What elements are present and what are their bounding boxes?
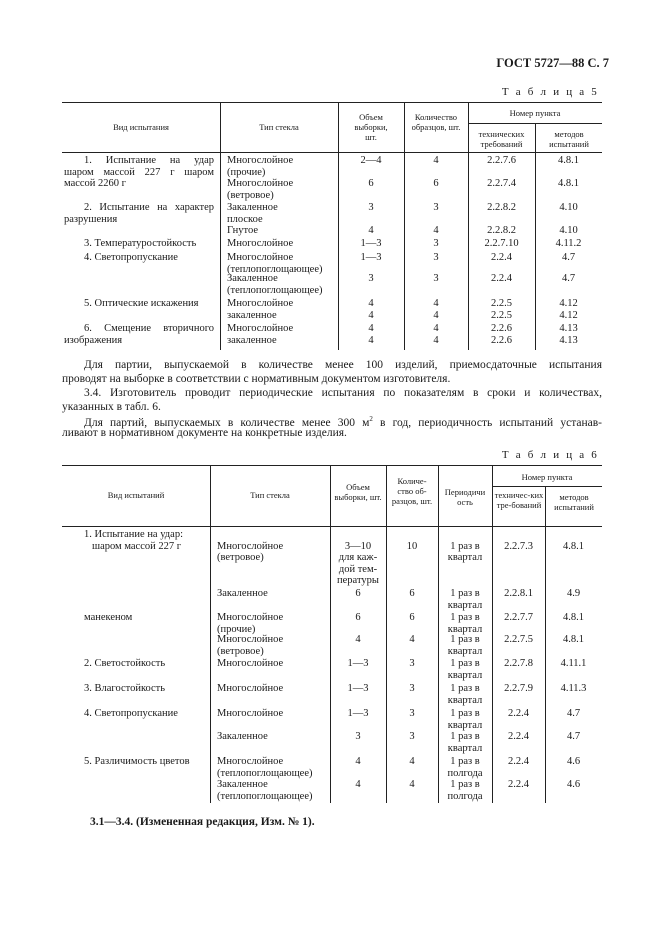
t5-r3-glass-b: плоское bbox=[227, 213, 263, 225]
t6-r8-period-a: 1 раз в bbox=[450, 731, 480, 742]
t5-r10-test-a: 6. Смещение вторичного bbox=[84, 323, 214, 334]
t5-r3-tech: 2.2.8.2 bbox=[487, 202, 516, 213]
t6-r6-sample: 1—3 bbox=[347, 683, 369, 694]
t6-r4-qty: 4 bbox=[409, 634, 415, 645]
t6-r2-period-b: квартал bbox=[447, 599, 483, 611]
t6-r7-sample: 1—3 bbox=[347, 708, 369, 719]
t6-r7-period-a: 1 раз в bbox=[450, 708, 480, 719]
t6-r1-period-b: квартал bbox=[447, 552, 483, 564]
t5-header-qty: Количество образцов, шт. bbox=[411, 112, 461, 132]
t6-r2-methods: 4.9 bbox=[566, 588, 581, 599]
t6-header-period: Периодичи ость bbox=[444, 487, 486, 507]
t5-header-methods: методов испытаний bbox=[549, 129, 589, 149]
t5-r8-sample: 4 bbox=[368, 298, 374, 309]
t5-r7-tech: 2.2.4 bbox=[491, 273, 512, 285]
table6-caption: Т а б л и ц а 6 bbox=[501, 449, 599, 461]
t6-r6-test-a: 3. Влагостойкость bbox=[84, 683, 166, 694]
t5-r5-qty: 3 bbox=[433, 238, 439, 249]
t5-r3-methods: 4.10 bbox=[559, 202, 578, 213]
t6-r6-methods: 4.11.3 bbox=[560, 683, 587, 694]
t6-r7-tech: 2.2.4 bbox=[508, 708, 529, 719]
t6-r5-period-a: 1 раз в bbox=[450, 658, 480, 669]
t5-header-clause: Номер пункта bbox=[509, 108, 561, 118]
t6-r3-period-b: квартал bbox=[447, 623, 483, 635]
t6-r10-qty: 4 bbox=[409, 779, 415, 791]
t5-r1-glass-b: (прочие) bbox=[227, 166, 266, 178]
t6-r4-period-b: квартал bbox=[447, 645, 483, 657]
p1-line1: Для партии, выпускаемой в количестве менее 100 изделий, приемосдаточные испытания bbox=[84, 359, 602, 371]
t6-r2-sample: 6 bbox=[355, 588, 361, 599]
p1-line2: проводят на выборке в соответствии с нормативным документом изготовителя. bbox=[62, 373, 451, 385]
t5-r10-tech: 2.2.6 bbox=[491, 323, 512, 334]
t5-r8-tech: 2.2.5 bbox=[491, 298, 512, 309]
t6-r1-tech: 2.2.7.3 bbox=[504, 540, 533, 552]
t6-r3-glass-a: Многослойное bbox=[217, 612, 284, 623]
t5-r11-qty: 4 bbox=[433, 334, 439, 346]
t5-r6-qty: 3 bbox=[433, 252, 439, 263]
t5-r11-sample: 4 bbox=[368, 334, 374, 346]
t6-r5-tech: 2.2.7.8 bbox=[504, 658, 533, 669]
t6-r3-sample: 6 bbox=[355, 612, 361, 623]
t6-r10-sample: 4 bbox=[355, 779, 361, 791]
t5-r1-qty: 4 bbox=[433, 155, 439, 166]
t6-r3-methods: 4.8.1 bbox=[563, 612, 584, 623]
t6-r6-period-b: квартал bbox=[447, 694, 483, 706]
t6-r4-tech: 2.2.7.5 bbox=[504, 634, 533, 645]
t6-r5-sample: 1—3 bbox=[347, 658, 369, 669]
p3-line1: Для партий, выпускаемых в количестве менее 300 $м^2$ в год, периодичность испытаний устанав- bbox=[84, 415, 602, 429]
t6-r4-glass-a: Многослойное bbox=[217, 634, 284, 645]
t5-r5-glass-a: Многослойное bbox=[227, 238, 294, 249]
t6-r5-qty: 3 bbox=[409, 658, 415, 669]
t6-r10-tech: 2.2.4 bbox=[508, 779, 529, 791]
t6-r6-period-a: 1 раз в bbox=[450, 683, 480, 694]
t5-r7-glass-a: Закаленное bbox=[227, 273, 278, 285]
t5-r11-methods: 4.13 bbox=[559, 334, 578, 346]
t6-header-sample: Объем выборки, шт. bbox=[334, 482, 382, 502]
t5-r10-qty: 4 bbox=[433, 323, 439, 334]
t6-r8-glass-a: Закаленное bbox=[217, 731, 268, 742]
t6-r9-period-b: полгода bbox=[447, 767, 483, 779]
t5-r6-glass-b: (теплопоглощающее) bbox=[227, 263, 323, 275]
t5-r9-qty: 4 bbox=[433, 309, 439, 321]
t6-r1-glass-a: Многослойное bbox=[217, 540, 284, 552]
t6-r4-sample: 4 bbox=[355, 634, 361, 645]
t6-r6-qty: 3 bbox=[409, 683, 415, 694]
t5-header-glass: Тип стекла bbox=[259, 122, 299, 132]
t5-r4-tech: 2.2.8.2 bbox=[487, 225, 516, 237]
t6-r3-test-a: манекеном bbox=[84, 612, 133, 623]
t6-r8-qty: 3 bbox=[409, 731, 415, 742]
t6-r1-qty: 10 bbox=[406, 540, 418, 552]
t6-r5-methods: 4.11.1 bbox=[560, 658, 587, 669]
t6-r4-glass-b: (ветровое) bbox=[217, 645, 264, 657]
t6-r5-test-a: 2. Светостойкость bbox=[84, 658, 166, 669]
t6-r1-test-a: 1. Испытание на удар: bbox=[84, 529, 183, 540]
t6-r8-methods: 4.7 bbox=[566, 731, 581, 742]
p2-line1: 3.4. Изготовитель проводит периодические испытания по показателям в сроки и количествах, bbox=[84, 387, 602, 399]
t6-r10-methods: 4.6 bbox=[566, 779, 581, 791]
t5-r7-qty: 3 bbox=[433, 273, 439, 285]
t6-r6-glass-a: Многослойное bbox=[217, 683, 284, 694]
t5-r1-tech: 2.2.7.6 bbox=[487, 155, 516, 166]
t5-header-tech: технических требований bbox=[478, 129, 525, 149]
t6-r2-qty: 6 bbox=[409, 588, 415, 599]
t5-r4-qty: 4 bbox=[433, 225, 439, 237]
t5-r5-tech: 2.2.7.10 bbox=[484, 238, 519, 249]
t6-header-test: Вид испытаний bbox=[107, 490, 165, 500]
t6-r2-glass-a: Закаленное bbox=[217, 588, 268, 599]
t6-r6-tech: 2.2.7.9 bbox=[504, 683, 533, 694]
t6-r3-tech: 2.2.7.7 bbox=[504, 612, 533, 623]
t6-r1-sample-c: дой тем- bbox=[338, 563, 378, 575]
t6-r4-methods: 4.8.1 bbox=[563, 634, 584, 645]
t5-r8-glass-a: Многослойное bbox=[227, 298, 294, 309]
t6-r1-test-b: шаром массой 227 г bbox=[92, 540, 182, 552]
p3-line2: ливают в нормативном документе на конкретные изделия. bbox=[62, 427, 347, 439]
t5-r5-sample: 1—3 bbox=[360, 238, 382, 249]
t6-r2-period-a: 1 раз в bbox=[450, 588, 480, 599]
t5-r2-glass-b: (ветровое) bbox=[227, 189, 274, 201]
t6-header-tech: техничес-ких тре-бований bbox=[494, 490, 544, 510]
t5-r9-methods: 4.12 bbox=[559, 309, 578, 321]
t5-r6-sample: 1—3 bbox=[360, 252, 382, 263]
t6-r7-methods: 4.7 bbox=[566, 708, 581, 719]
t6-r9-glass-a: Многослойное bbox=[217, 756, 284, 767]
t6-r7-glass-a: Многослойное bbox=[217, 708, 284, 719]
t5-r3-qty: 3 bbox=[433, 202, 439, 213]
t6-r1-sample-d: пературы bbox=[337, 575, 379, 587]
page-header: ГОСТ 5727—88 С. 7 bbox=[496, 56, 609, 70]
t6-r3-period-a: 1 раз в bbox=[450, 612, 480, 623]
t5-r5-methods: 4.11.2 bbox=[555, 238, 582, 249]
t5-r3-sample: 3 bbox=[368, 202, 374, 213]
t6-r7-period-b: квартал bbox=[447, 719, 483, 731]
t6-r8-period-b: квартал bbox=[447, 742, 483, 754]
t5-r10-methods: 4.13 bbox=[559, 323, 578, 334]
t6-r9-period-a: 1 раз в bbox=[450, 756, 480, 767]
t5-r9-sample: 4 bbox=[368, 309, 374, 321]
t5-r4-glass-a: Гнутое bbox=[227, 225, 259, 237]
t5-r2-tech: 2.2.7.4 bbox=[487, 178, 516, 190]
t5-r6-glass-a: Многослойное bbox=[227, 252, 294, 263]
t6-r1-glass-b: (ветровое) bbox=[217, 552, 264, 564]
t6-r1-sample-b: для каж- bbox=[338, 552, 378, 564]
t5-r6-tech: 2.2.4 bbox=[491, 252, 512, 263]
t5-r9-glass-a: закаленное bbox=[227, 309, 277, 321]
t5-r10-test-b: изображения bbox=[64, 334, 123, 346]
t5-r3-test-b: разрушения bbox=[64, 213, 118, 225]
t5-r1-glass-a: Многослойное bbox=[227, 155, 294, 166]
t6-r1-methods: 4.8.1 bbox=[563, 540, 584, 552]
t6-r9-test-a: 5. Различимость цветов bbox=[84, 756, 190, 767]
t5-r2-sample: 6 bbox=[368, 178, 374, 190]
t6-r9-qty: 4 bbox=[409, 756, 415, 767]
t5-r2-glass-a: Многослойное bbox=[227, 178, 294, 190]
t6-r10-glass-b: (теплопоглощающее) bbox=[217, 790, 313, 802]
t6-header-methods: методов испытаний bbox=[554, 492, 594, 512]
t6-header-qty: Количе-ство об-разцов, шт. bbox=[391, 476, 433, 506]
t5-r1-test-a: 1. Испытание на удар bbox=[84, 155, 214, 166]
amendment-note: 3.1—3.4. (Измененная редакция, Изм. № 1). bbox=[90, 816, 315, 828]
t6-r4-period-a: 1 раз в bbox=[450, 634, 480, 645]
t5-header-test: Вид испытания bbox=[113, 122, 169, 132]
t5-r11-tech: 2.2.6 bbox=[491, 334, 512, 346]
t5-r8-qty: 4 bbox=[433, 298, 439, 309]
t6-r5-period-b: квартал bbox=[447, 669, 483, 681]
t6-header-clause: Номер пункта bbox=[521, 472, 573, 482]
t6-r10-period-a: 1 раз в bbox=[450, 779, 480, 791]
t5-r2-methods: 4.8.1 bbox=[558, 178, 579, 190]
t6-r9-glass-b: (теплопоглощающее) bbox=[217, 767, 313, 779]
t5-r1-test-b: шаром массой 227 г шаром bbox=[64, 166, 214, 178]
t5-r7-glass-b: (теплопоглощающее) bbox=[227, 284, 323, 296]
t5-r3-glass-a: Закаленное bbox=[227, 202, 278, 213]
t5-r4-sample: 4 bbox=[368, 225, 374, 237]
t6-r2-tech: 2.2.8.1 bbox=[504, 588, 533, 599]
t5-r1-sample: 2—4 bbox=[360, 155, 382, 166]
p2-line2: указанных в табл. 6. bbox=[62, 401, 161, 413]
t6-header-glass: Тип стекла bbox=[250, 490, 290, 500]
t5-r7-methods: 4.7 bbox=[561, 273, 576, 285]
t5-header-sample: Объем выборки, шт. bbox=[354, 112, 388, 142]
t6-r9-methods: 4.6 bbox=[566, 756, 581, 767]
t6-r8-sample: 3 bbox=[355, 731, 361, 742]
t6-r7-test-a: 4. Светопропускание bbox=[84, 708, 178, 719]
t5-r1-methods: 4.8.1 bbox=[558, 155, 579, 166]
t5-r6-methods: 4.7 bbox=[561, 252, 576, 263]
t5-r8-methods: 4.12 bbox=[559, 298, 578, 309]
table5-caption: Т а б л и ц а 5 bbox=[501, 86, 599, 98]
t5-r5-test-a: 3. Температуростойкость bbox=[84, 238, 197, 249]
t5-r11-glass-a: закаленное bbox=[227, 334, 277, 346]
t5-r4-methods: 4.10 bbox=[559, 225, 578, 237]
t6-r10-glass-a: Закаленное bbox=[217, 779, 268, 791]
t6-r5-glass-a: Многослойное bbox=[217, 658, 284, 669]
t5-r6-test-a: 4. Светопропускание bbox=[84, 252, 178, 263]
t5-r2-qty: 6 bbox=[433, 178, 439, 190]
t6-r7-qty: 3 bbox=[409, 708, 415, 719]
t6-r3-glass-b: (прочие) bbox=[217, 623, 256, 635]
t6-r8-tech: 2.2.4 bbox=[508, 731, 529, 742]
t6-r1-period-a: 1 раз в bbox=[450, 540, 480, 552]
t5-r7-sample: 3 bbox=[368, 273, 374, 285]
t5-r10-glass-a: Многослойное bbox=[227, 323, 294, 334]
t6-r3-qty: 6 bbox=[409, 612, 415, 623]
t5-r10-sample: 4 bbox=[368, 323, 374, 334]
t5-r8-test-a: 5. Оптические искажения bbox=[84, 298, 199, 309]
t5-r3-test-a: 2. Испытание на характер bbox=[84, 202, 214, 213]
t6-r9-tech: 2.2.4 bbox=[508, 756, 529, 767]
t5-r9-tech: 2.2.5 bbox=[491, 309, 512, 321]
t6-r1-sample-a: 3—10 bbox=[344, 540, 372, 552]
t6-r9-sample: 4 bbox=[355, 756, 361, 767]
t5-r1-test-c: массой 2260 г bbox=[64, 178, 126, 190]
t6-r10-period-b: полгода bbox=[447, 790, 483, 802]
